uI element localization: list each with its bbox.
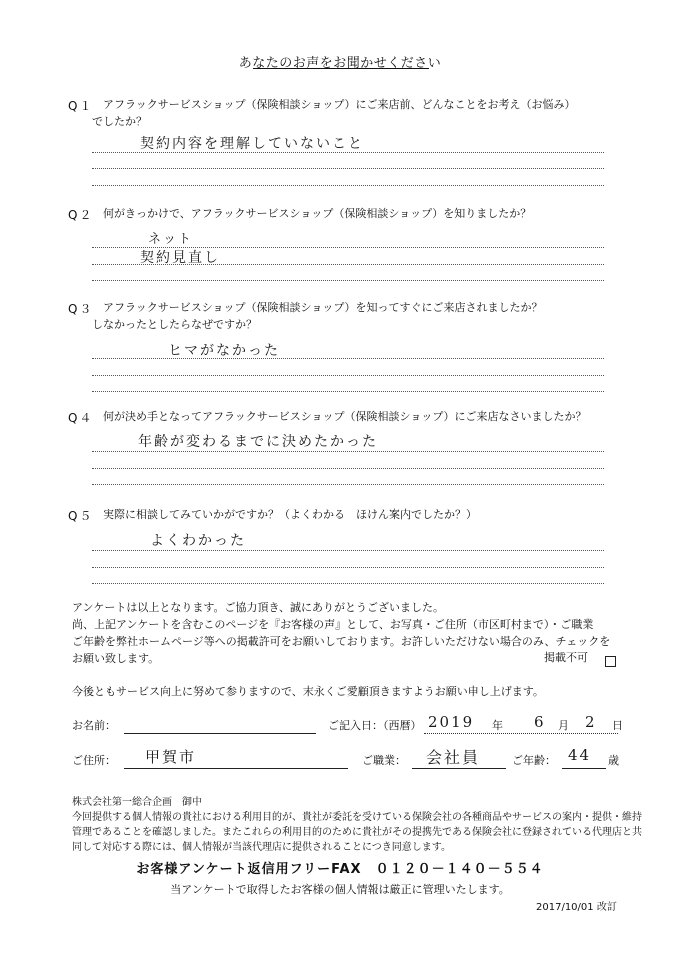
question-4-number: Q４ <box>68 411 94 425</box>
closing-line-2: 尚、上記アンケートを含むこのページを『お客様の声』として、お写真・ご住所（市区町村まで）・ご職業 <box>72 618 594 631</box>
no-publish-label: 掲載不可 <box>544 651 588 664</box>
answer-1-rule <box>92 168 604 169</box>
answer-5-rule <box>92 583 604 584</box>
title-underline <box>253 68 429 69</box>
answer-3-rule <box>92 375 604 376</box>
answer-3-line-1: ヒマがなかった <box>168 343 280 359</box>
question-2-number: Q２ <box>68 208 94 222</box>
answer-1-line-1: 契約内容を理解していないこと <box>140 136 364 152</box>
date-month-value: 6 <box>534 713 546 731</box>
answer-1-rule <box>92 152 604 153</box>
question-3-line-2: しなかったとしたらなぜですか？ <box>92 318 257 331</box>
privacy-notice-line-3: 同して対応する際には、個人情報が当該代理店に提供されることにつき同意します。 <box>72 842 451 853</box>
company-name: 株式会社第一総合企画 御中 <box>72 797 202 808</box>
closing-line-4: お願い致します。 <box>72 652 160 665</box>
fax-number: お客様アンケート返信用フリーFAX ０１２０－１４０－５５４ <box>136 862 544 877</box>
job-label: ご職業： <box>362 754 406 767</box>
answer-3-rule <box>92 391 604 392</box>
answer-2-rule <box>92 247 604 248</box>
name-label: お名前： <box>72 719 116 732</box>
question-1-number: Q１ <box>68 99 94 113</box>
month-label: 月 <box>558 719 569 732</box>
answer-4-line-1: 年齢が変わるまでに決めたかった <box>138 434 378 450</box>
question-1-line-2: でしたか？ <box>92 115 147 128</box>
answer-5-rule <box>92 550 604 551</box>
question-2-line-1: 何がきっかけで、アフラックサービスショップ（保険相談ショップ）を知りましたか？ <box>103 207 532 220</box>
question-3-line-1: アフラックサービスショップ（保険相談ショップ）を知ってすぐにご来店されましたか？ <box>103 301 543 314</box>
revision-date: 2017/10/01 改訂 <box>536 902 617 913</box>
no-publish-checkbox[interactable] <box>605 652 616 671</box>
answer-3-rule <box>92 358 604 359</box>
closing-line-3: ご年齢を弊社ホームページ等への掲載許可をお願いしております。お許しいただけない場合のみ、チェックを <box>72 635 611 648</box>
age-label: ご年齢： <box>512 754 556 767</box>
question-5-line-1: 実際に相談してみていかがですか？（よくわかる ほけん案内でしたか？） <box>103 508 477 521</box>
thanks-message: 今後ともサービス向上に努めて参りますので、末永くご愛顧頂きますようお願い申し上げます。 <box>72 685 544 698</box>
job-field[interactable] <box>412 768 506 769</box>
answer-2-line-1: ネット <box>148 232 194 247</box>
answer-2-line-2: 契約見直し <box>140 250 220 266</box>
date-label: ご記入日：（西暦） <box>328 719 422 732</box>
age-unit: 歳 <box>608 754 619 767</box>
answer-4-rule <box>92 468 604 469</box>
address-value: 甲賀市 <box>145 748 197 766</box>
date-day-value: 2 <box>585 713 597 731</box>
age-field[interactable] <box>562 768 606 769</box>
closing-line-1: アンケートは以上となります。ご協力頂き、誠にありがとうございました。 <box>72 601 445 614</box>
question-1-line-1: アフラックサービスショップ（保険相談ショップ）にご来店前、どんなことをお考え（お悩み） <box>103 98 576 111</box>
answer-2-rule <box>92 280 604 281</box>
job-value: 会社員 <box>426 748 481 767</box>
address-field[interactable] <box>124 768 348 769</box>
year-label: 年 <box>492 719 503 732</box>
privacy-notice-line-1: 今回提供する個人情報の貴社における利用目的が、貴社が委託を受けている保険会社の各種商品やサービスの案内・提供・維持 <box>72 812 642 823</box>
answer-4-rule <box>92 451 604 452</box>
date-year-value: 2019 <box>428 713 475 731</box>
address-label: ご住所： <box>72 754 116 767</box>
question-3-number: Q３ <box>68 302 94 316</box>
question-4-line-1: 何が決め手となってアフラックサービスショップ（保険相談ショップ）にご来店なさいましたか？ <box>103 410 587 423</box>
privacy-statement: 当アンケートで取得したお客様の個人情報は厳正に管理いたします。 <box>170 883 510 896</box>
answer-4-rule <box>92 484 604 485</box>
name-field[interactable] <box>124 733 316 734</box>
page-title: あなたのお声をお聞かせください <box>238 56 442 71</box>
answer-1-rule <box>92 185 604 186</box>
answer-2-rule <box>92 264 604 265</box>
age-value: 44 <box>568 746 592 764</box>
day-label: 日 <box>612 719 623 732</box>
answer-5-line-1: よくわかった <box>150 533 246 549</box>
privacy-notice-line-2: 管理であることを確認しました。またこれらの利用目的のために貴社がその提携先である保険会社に登録されている代理店と共 <box>72 827 642 838</box>
question-5-number: Q５ <box>68 509 94 523</box>
date-field-underline <box>424 733 618 734</box>
answer-5-rule <box>92 567 604 568</box>
